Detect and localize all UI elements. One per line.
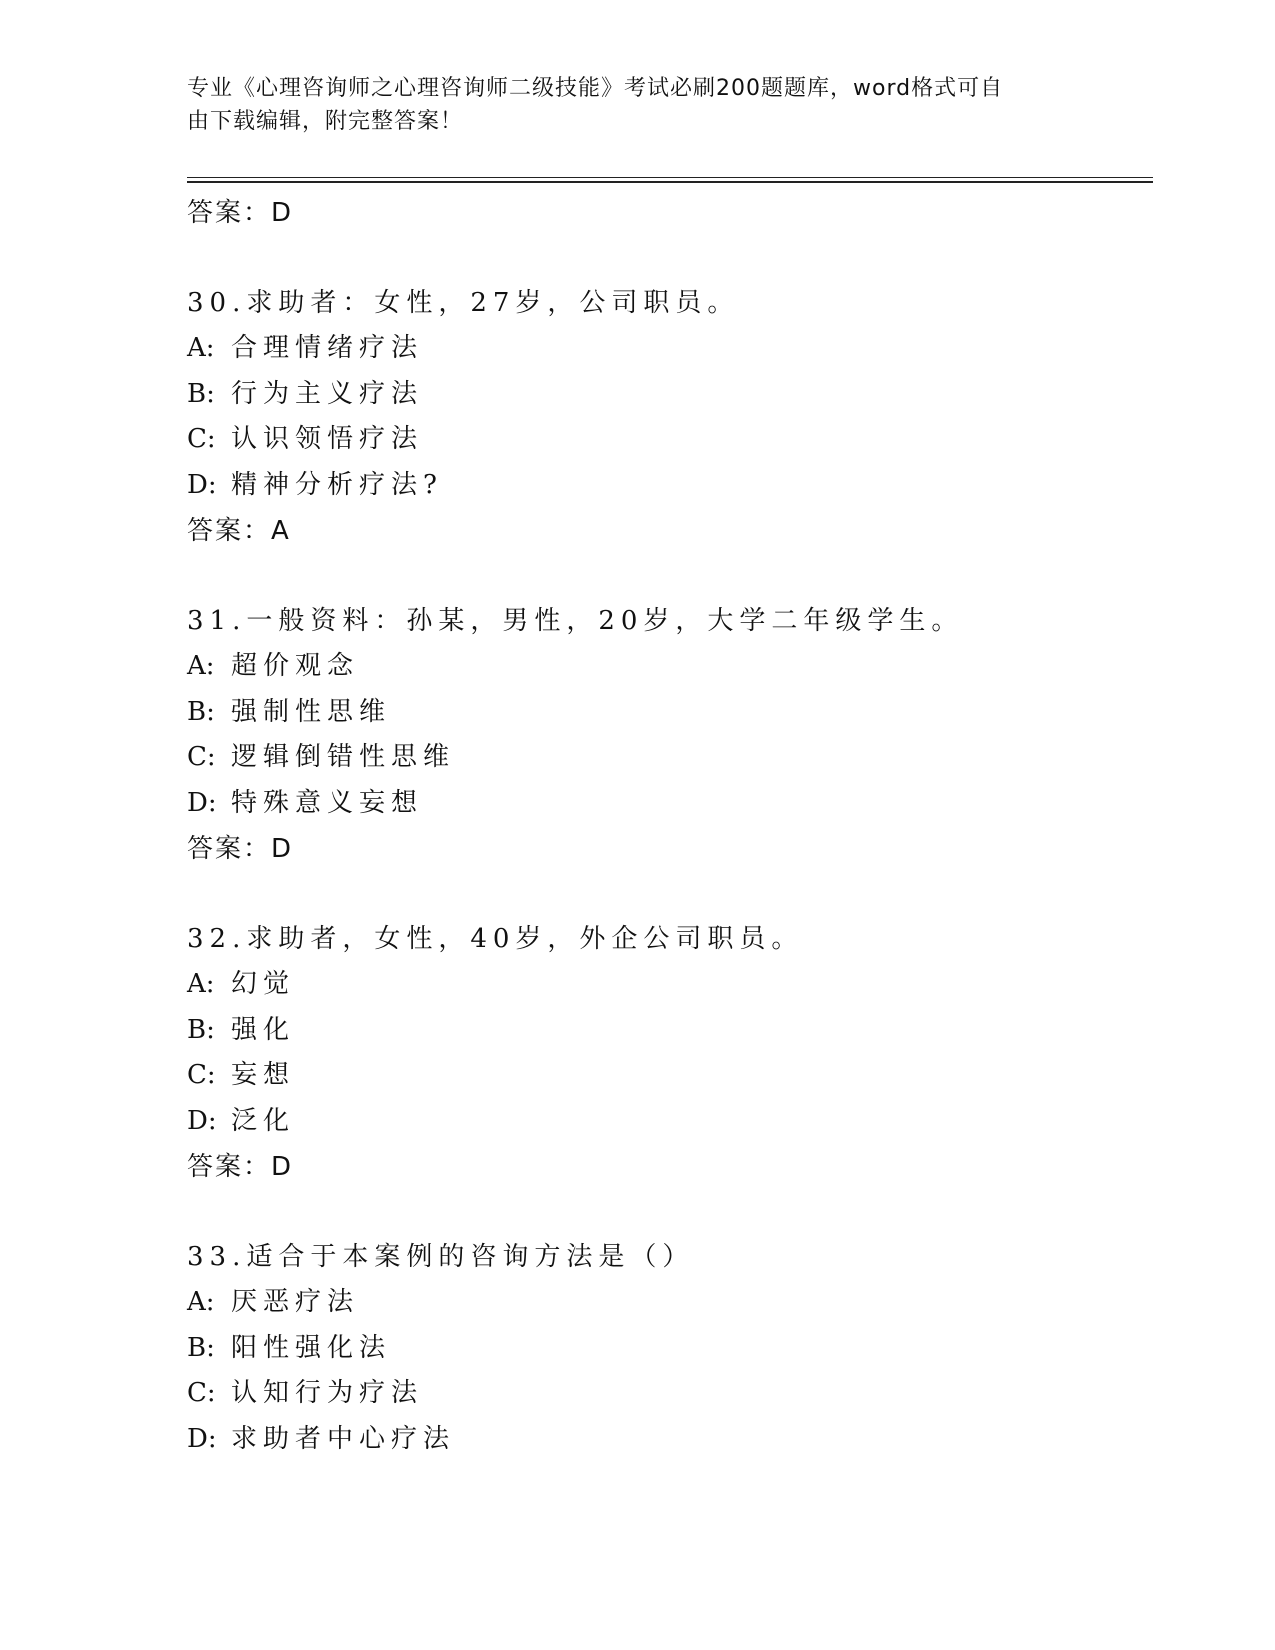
header-line-1: 专业《心理咨询师之心理咨询师二级技能》考试必刷200题题库，word格式可自 xyxy=(187,76,1004,101)
option-text: 妄想 xyxy=(231,1060,296,1090)
option-a xyxy=(187,1280,1147,1326)
option-key: D: xyxy=(187,787,217,818)
option-key: C: xyxy=(187,1060,216,1090)
option-c xyxy=(187,1371,1147,1417)
option-text: 合理情绪疗法 xyxy=(231,333,424,363)
option-text: 强制性思维 xyxy=(231,696,392,727)
answer-value: A xyxy=(271,516,290,546)
option-d xyxy=(187,463,1147,509)
answer-label: 答案： xyxy=(187,516,272,546)
option-text: 幻觉 xyxy=(231,969,296,999)
option-b xyxy=(187,1008,1147,1054)
option-text: 认知行为疗法 xyxy=(231,1378,424,1408)
option-key: D: xyxy=(187,1423,217,1454)
option-a xyxy=(187,962,1147,1008)
answer-line xyxy=(187,1144,1147,1190)
option-a xyxy=(187,326,1147,372)
option-a xyxy=(187,644,1147,690)
option-text: 泛化 xyxy=(231,1105,296,1136)
option-key: B: xyxy=(187,1332,215,1363)
spacer xyxy=(187,1190,1147,1234)
option-key: A: xyxy=(187,651,215,681)
option-text: 阳性强化法 xyxy=(231,1332,392,1363)
header-divider-thick xyxy=(187,181,1153,183)
option-text: 求助者中心疗法 xyxy=(231,1423,456,1454)
option-key: A: xyxy=(187,333,215,363)
option-key: B: xyxy=(187,1014,215,1045)
option-text: 行为主义疗法 xyxy=(231,378,424,409)
question-block xyxy=(187,1234,1147,1462)
answer-value: D xyxy=(271,834,293,864)
option-key: A: xyxy=(187,969,215,999)
question-stem: 30.求助者：女性，27岁，公司职员。 xyxy=(187,288,740,318)
option-key: C: xyxy=(187,742,216,772)
answer-label: 答案： xyxy=(187,1152,272,1182)
question-list xyxy=(187,190,1147,1462)
option-d xyxy=(187,1417,1147,1463)
option-c xyxy=(187,735,1147,781)
question-block xyxy=(187,598,1147,872)
option-text: 认识领悟疗法 xyxy=(231,424,424,454)
question-stem: 33.适合于本案例的咨询方法是（） xyxy=(187,1242,695,1272)
document-header xyxy=(187,72,1067,138)
question-block xyxy=(187,280,1147,554)
answer-label: 答案： xyxy=(187,834,272,864)
option-key: B: xyxy=(187,696,215,727)
option-text: 超价观念 xyxy=(231,651,360,681)
option-text: 精神分析疗法? xyxy=(231,469,443,500)
question-stem: 31.一般资料：孙某，男性，20岁，大学二年级学生。 xyxy=(187,606,964,636)
option-text: 厌恶疗法 xyxy=(231,1287,360,1317)
header-line-2: 由下载编辑，附完整答案！ xyxy=(187,109,464,134)
option-key: B: xyxy=(187,378,215,409)
option-b xyxy=(187,690,1147,736)
option-text: 特殊意义妄想 xyxy=(231,787,424,818)
spacer xyxy=(187,236,1147,280)
option-b xyxy=(187,372,1147,418)
answer-value: D xyxy=(271,198,293,228)
option-b xyxy=(187,1326,1147,1372)
answer-value: D xyxy=(271,1152,293,1182)
spacer xyxy=(187,872,1147,916)
answer-line xyxy=(187,826,1147,872)
option-d xyxy=(187,781,1147,827)
option-d xyxy=(187,1099,1147,1145)
header-divider-thin xyxy=(187,177,1153,178)
answer-line xyxy=(187,190,1147,236)
answer-line xyxy=(187,508,1147,554)
option-text: 逻辑倒错性思维 xyxy=(231,742,456,772)
option-c xyxy=(187,1053,1147,1099)
option-key: C: xyxy=(187,424,216,454)
answer-label: 答案： xyxy=(187,198,272,228)
option-key: D: xyxy=(187,1105,217,1136)
option-key: A: xyxy=(187,1287,215,1317)
question-block xyxy=(187,916,1147,1190)
question-stem: 32.求助者，女性，40岁，外企公司职员。 xyxy=(187,924,804,954)
option-key: C: xyxy=(187,1378,216,1408)
option-c xyxy=(187,417,1147,463)
option-key: D: xyxy=(187,469,217,500)
spacer xyxy=(187,554,1147,598)
option-text: 强化 xyxy=(231,1014,296,1045)
